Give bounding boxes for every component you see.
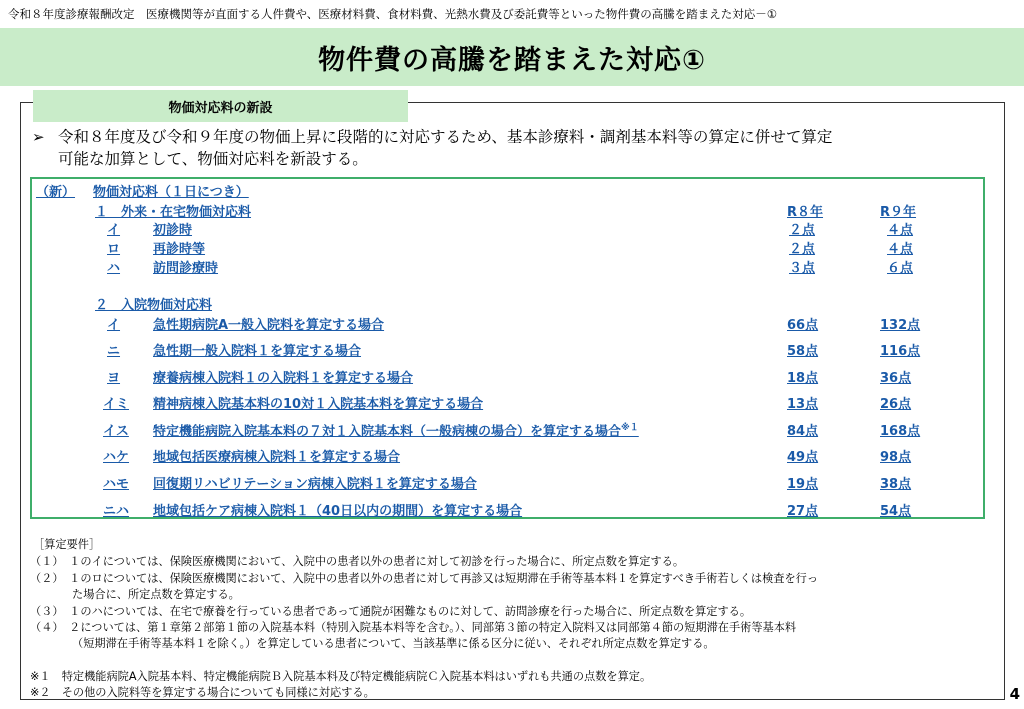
row-r9-value: 168点 (880, 424, 921, 439)
row-r9-value: ４点 (887, 242, 914, 257)
row-label: 精神病棟入院基本料の10対１入院基本料を算定する場合 (153, 397, 484, 412)
section-label: 物価対応料の新設 (168, 100, 273, 116)
row-code: イス (103, 424, 129, 439)
footnote-2: ※２ その他の入院料等を算定する場合についても同様に対応する。 (30, 686, 375, 699)
requirement-4b: （短期滞在手術等基本料１を除く。）を算定している患者について、当該基準に係る区分に従い、それぞれ所定点数を算定する。 (72, 637, 715, 650)
row-r8-value: 66点 (787, 318, 819, 333)
row-r8-value: 13点 (787, 397, 819, 412)
row-r9-value: ４点 (887, 223, 914, 238)
requirement-1: （１） １のイについては、保険医療機関において、入院中の患者以外の患者に対して初診を行った場合に、所定点数を算定する。 (30, 555, 685, 568)
row-r9-value: 26点 (880, 397, 912, 412)
requirement-2a: （２） １のロについては、保険医療機関において、入院中の患者以外の患者に対して再診又は短期滞在手術等基本料１を算定すべき手術若しくは検査を行っ (30, 572, 819, 585)
row-r8-value: 27点 (787, 504, 819, 519)
row-r8-value: 58点 (787, 344, 819, 359)
row-code: ニハ (103, 504, 130, 519)
intro-line-1: 令和８年度及び令和９年度の物価上昇に段階的に対応するため、基本診療料・調剤基本料等の算定に併せて算定 (58, 128, 833, 146)
requirement-4a: （４） ２については、第１章第２部第１節の入院基本料（特別入院基本料等を含む。）、同部第３節の特定入院料又は同部第４節の短期滞在手術等基本料 (30, 621, 797, 634)
row-label: 再診時等 (153, 242, 206, 257)
row-label: 初診時 (153, 223, 193, 238)
group1-title: １ 外来・在宅物価対応料 (95, 205, 252, 220)
page-title: 物件費の高騰を踏まえた対応① (318, 44, 706, 76)
requirements-heading: ［算定要件］ (33, 538, 101, 551)
row-r9-value: 54点 (880, 504, 912, 519)
row-r8-value: 18点 (787, 371, 819, 386)
row-r8-value: 84点 (787, 424, 819, 439)
row-r9-value: 132点 (880, 318, 921, 333)
col-r8-header: R８年 (787, 205, 824, 220)
col-r9-header: R９年 (880, 205, 917, 220)
row-r9-value: 36点 (880, 371, 912, 386)
row-r8-value: ２点 (789, 223, 816, 238)
new-tag: （新） (36, 185, 76, 200)
intro-paragraph (58, 126, 1003, 170)
row-label: 急性期病院A一般入院料を算定する場合 (153, 318, 385, 333)
row-label: 回復期リハビリテーション病棟入院料１を算定する場合 (153, 477, 477, 492)
row-code: ヨ (107, 371, 121, 386)
footnote-1: ※１ 特定機能病院A入院基本料、特定機能病院Ｂ入院基本料及び特定機能病院Ｃ入院基本料はいずれも共通の点数を算定。 (30, 670, 652, 683)
intro-line-2: 可能な加算として、物価対応料を新設する。 (58, 150, 368, 168)
row-r9-value: 116点 (880, 344, 921, 359)
row-r8-value: ３点 (789, 261, 816, 276)
row-r8-value: 49点 (787, 450, 819, 465)
row-label: 地域包括医療病棟入院料１を算定する場合 (153, 450, 401, 465)
requirement-2b: た場合に、所定点数を算定する。 (72, 588, 240, 601)
row-label: 急性期一般入院料１を算定する場合 (153, 344, 362, 359)
row-code: イミ (103, 397, 130, 412)
row-code: ニ (107, 344, 121, 359)
footnote-marker: ※１ (621, 423, 639, 433)
row-code: イ (107, 318, 121, 333)
row-label: 地域包括ケア病棟入院料１（40日以内の期間）を算定する場合 (153, 504, 523, 519)
title-banner (0, 28, 1024, 86)
requirement-3: （３） １のハについては、在宅で療養を行っている患者であって通院が困難なものに対して、訪問診療を行った場合に、所定点数を算定する。 (30, 605, 752, 618)
row-code: ハモ (103, 477, 130, 492)
header-breadcrumb: 令和８年度診療報酬改定 医療機関等が直面する人件費や、医療材料費、食材料費、光熱水費及び委託費等といった物件費の高騰を踏まえた対応－① (8, 7, 778, 21)
row-label-text: 特定機能病院入院基本料の７対１入院基本料（一般病棟の場合）を算定する場合 (153, 424, 622, 440)
row-code: イ (107, 223, 121, 238)
row-code: ハケ (103, 450, 130, 465)
row-r9-value: 38点 (880, 477, 912, 492)
row-r9-value: ６点 (887, 261, 914, 276)
row-r9-value: 98点 (880, 450, 912, 465)
row-r8-value: 19点 (787, 477, 819, 492)
row-r8-value: ２点 (789, 242, 816, 257)
row-label: 訪問診療時 (153, 261, 219, 276)
row-label: 療養病棟入院料１の入院料１を算定する場合 (153, 371, 414, 386)
group2-title: ２ 入院物価対応料 (95, 298, 213, 313)
bullet-arrow-icon: ➢ (32, 128, 45, 146)
row-code: ロ (107, 242, 121, 257)
row-label (153, 420, 639, 439)
fee-name: 物価対応料（１日につき） (93, 185, 249, 200)
row-code: ハ (107, 261, 121, 276)
section-label-box (33, 90, 408, 122)
page-number: 4 (1009, 685, 1020, 703)
